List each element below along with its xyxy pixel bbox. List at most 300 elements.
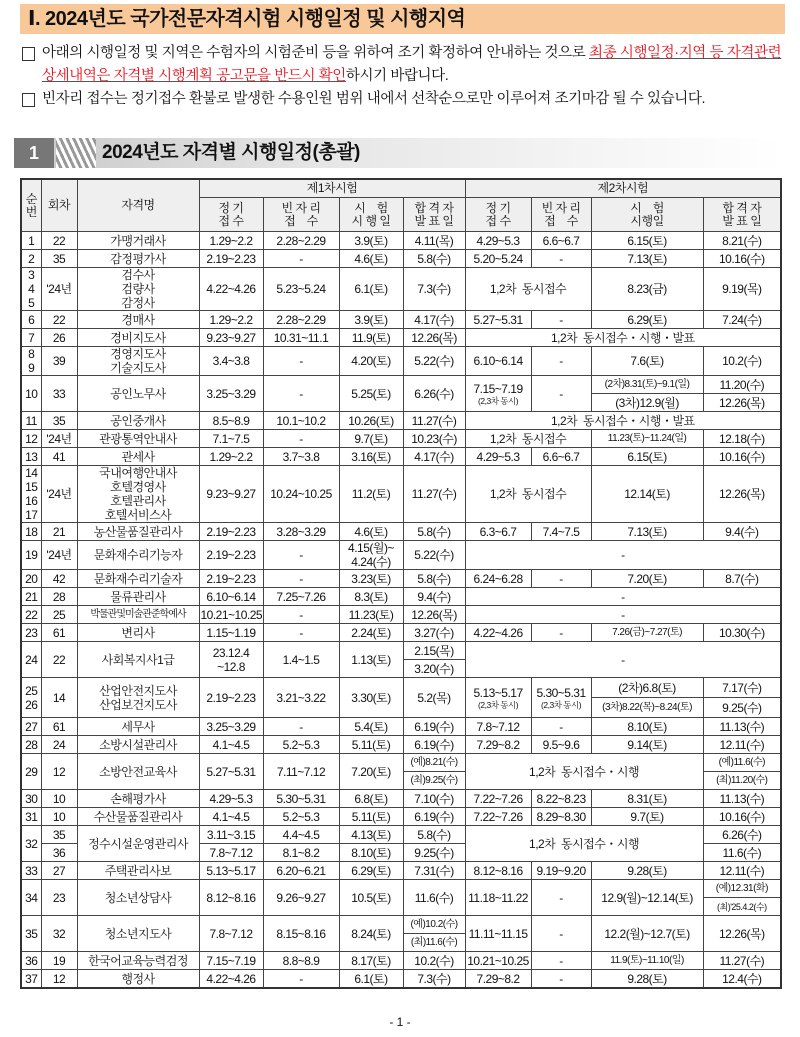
cell-round: '24년 — [41, 268, 77, 311]
cell-reg1: 2.19~2.23 — [199, 678, 263, 718]
cell-reg1: 4.22~4.26 — [199, 970, 263, 989]
table-row — [21, 448, 781, 466]
header-reg: 정 기 접 수 — [199, 198, 263, 232]
table-row — [21, 376, 781, 394]
cell-round: 32 — [41, 916, 77, 952]
cell-reg1: 2.19~2.23 — [199, 523, 263, 541]
cell-result2: 12.26(목) — [703, 466, 781, 523]
notice-item — [20, 42, 790, 88]
cell-vac2: 9.19~9.20 — [531, 862, 591, 880]
cell-name: 문화재수리기술자 — [77, 570, 199, 588]
cell-reg2-merged: 1,2차 동시접수 — [465, 430, 591, 448]
cell-vac1: - — [263, 624, 339, 642]
table-row — [21, 588, 781, 606]
cell-vac1: 5.30~5.31 — [263, 790, 339, 808]
cell-result1: 5.8(수) — [403, 570, 465, 588]
table-row — [21, 970, 781, 989]
cell-name: 문화재수리기능자 — [77, 541, 199, 570]
table-row — [21, 678, 781, 698]
cell-exam1: 8.17(토) — [339, 952, 403, 970]
cell-reg1: 1.15~1.19 — [199, 624, 263, 642]
cell-vac2: - — [531, 570, 591, 588]
cell-exam1: 4.6(토) — [339, 523, 403, 541]
cell-name: 국내여행안내사 호텔경영사 호텔관리사 호텔서비스사 — [77, 466, 199, 523]
cell-vac1: - — [263, 250, 339, 268]
cell-no: 32 — [21, 826, 41, 862]
cell-vac1: - — [263, 970, 339, 989]
cell-vac1: - — [263, 606, 339, 624]
cell-no: 14 15 16 17 — [21, 466, 41, 523]
cell-result2: (최)11.20(수) — [703, 772, 781, 790]
cell-exam1: 10.26(토) — [339, 412, 403, 430]
cell-vac1: 2.28~2.29 — [263, 311, 339, 329]
table-row — [21, 268, 781, 311]
schedule-table — [20, 178, 782, 989]
cell-vac1: - — [263, 570, 339, 588]
cell-vac1: 10.1~10.2 — [263, 412, 339, 430]
cell-reg1: 5.13~5.17 — [199, 862, 263, 880]
cell-name: 손해평가사 — [77, 790, 199, 808]
cell-result1: 10.2(수) — [403, 952, 465, 970]
cell-no: 10 — [21, 376, 41, 412]
notice-text — [42, 42, 790, 88]
reg2-date: 5.13~5.17 — [473, 685, 523, 700]
cell-name: 경영지도사 기술지도사 — [77, 347, 199, 376]
cell-exam1: 5.4(토) — [339, 718, 403, 736]
cell-result1: 7.10(수) — [403, 790, 465, 808]
cell-reg1: 8.12~8.16 — [199, 880, 263, 916]
cell-result1: 7.31(수) — [403, 862, 465, 880]
cell-reg1: 7.1~7.5 — [199, 430, 263, 448]
cell-no: 27 — [21, 718, 41, 736]
table-row — [21, 523, 781, 541]
cell-result1: 11.6(수) — [403, 880, 465, 916]
cell-exam1: 5.11(토) — [339, 736, 403, 754]
cell-reg1: 2.19~2.23 — [199, 250, 263, 268]
cell-round: 61 — [41, 624, 77, 642]
cell-exam2: 6.15(토) — [591, 448, 703, 466]
cell-reg2 — [465, 678, 531, 718]
subsection-header — [14, 138, 784, 168]
cell-result1: (최)11.6(수) — [403, 934, 465, 952]
cell-reg1: 9.23~9.27 — [199, 466, 263, 523]
cell-reg2: 5.27~5.31 — [465, 311, 531, 329]
cell-vac1: 6.20~6.21 — [263, 862, 339, 880]
cell-vac2: 6.6~6.7 — [531, 232, 591, 250]
cell-result2: 9.25(수) — [703, 698, 781, 718]
cell-no: 12 — [21, 430, 41, 448]
cell-reg1: 7.8~7.12 — [199, 844, 263, 862]
cell-exam1: 11.2(토) — [339, 466, 403, 523]
cell-result1: 12.26(목) — [403, 329, 465, 347]
cell-reg1: 23.12.4 ~12.8 — [199, 642, 263, 678]
cell-reg2: 6.3~6.7 — [465, 523, 531, 541]
cell-result2: 7.24(수) — [703, 311, 781, 329]
cell-result1: 11.27(수) — [403, 466, 465, 523]
cell-vac2: - — [531, 250, 591, 268]
table-row — [21, 880, 781, 898]
vac2-date: 5.30~5.31 — [536, 685, 586, 700]
cell-result2: 10.16(수) — [703, 808, 781, 826]
cell-reg1: 5.27~5.31 — [199, 754, 263, 790]
cell-exam2: 7.20(토) — [591, 570, 703, 588]
table-row — [21, 790, 781, 808]
cell-reg2-merged: 1,2차 동시접수 — [465, 466, 591, 523]
cell-round: 35 — [41, 250, 77, 268]
cell-no: 7 — [21, 329, 41, 347]
cell-reg1: 9.23~9.27 — [199, 329, 263, 347]
cell-round: 41 — [41, 448, 77, 466]
cell-reg1: 1.29~2.2 — [199, 448, 263, 466]
cell-round: 42 — [41, 570, 77, 588]
cell-exam2: 11.23(토)~11.24(일) — [591, 430, 703, 448]
cell-result2: 7.17(수) — [703, 678, 781, 698]
cell-name: 산업안전지도사 산업보건지도사 — [77, 678, 199, 718]
cell-second-merged: - — [465, 541, 781, 570]
cell-result2: (예)11.6(수) — [703, 754, 781, 772]
cell-round: 27 — [41, 862, 77, 880]
cell-name: 소방안전교육사 — [77, 754, 199, 790]
cell-reg1: 4.1~4.5 — [199, 808, 263, 826]
cell-exam2: 12.2(월)~12.7(토) — [591, 916, 703, 952]
cell-round: 25 — [41, 606, 77, 624]
cell-name: 청소년지도사 — [77, 916, 199, 952]
cell-reg1: 3.4~3.8 — [199, 347, 263, 376]
cell-exam1: 3.9(토) — [339, 232, 403, 250]
cell-second-merged: 1,2차 동시접수・시행 — [465, 754, 703, 790]
cell-round: 23 — [41, 880, 77, 916]
cell-exam1: 4.13(토) — [339, 826, 403, 844]
cell-exam2: 9.28(토) — [591, 862, 703, 880]
cell-exam1: 3.16(토) — [339, 448, 403, 466]
cell-no: 29 — [21, 754, 41, 790]
cell-reg1: 1.29~2.2 — [199, 311, 263, 329]
cell-vac1: 5.23~5.24 — [263, 268, 339, 311]
cell-no: 34 — [21, 880, 41, 916]
cell-reg2: 10.21~10.25 — [465, 952, 531, 970]
cell-reg1: 7.8~7.12 — [199, 916, 263, 952]
cell-result2: 11.6(수) — [703, 844, 781, 862]
cell-round: 19 — [41, 952, 77, 970]
cell-exam1: 4.15(월)~ 4.24(수) — [339, 541, 403, 570]
cell-reg2: 7.8~7.12 — [465, 718, 531, 736]
cell-result2: 10.30(수) — [703, 624, 781, 642]
cell-no: 33 — [21, 862, 41, 880]
cell-round: 12 — [41, 970, 77, 989]
table-row — [21, 347, 781, 376]
cell-vac2: 9.5~9.6 — [531, 736, 591, 754]
table-row — [21, 466, 781, 523]
cell-vac2: - — [531, 347, 591, 376]
cell-vac2: - — [531, 916, 591, 952]
cell-exam1: 5.25(토) — [339, 376, 403, 412]
cell-round: 22 — [41, 311, 77, 329]
cell-result2: (예)12.31(화) — [703, 880, 781, 898]
cell-exam1: 3.23(토) — [339, 570, 403, 588]
cell-second-merged: 1,2차 동시접수・시행・발표 — [465, 412, 781, 430]
cell-exam1: 9.7(토) — [339, 430, 403, 448]
cell-reg1: 3.11~3.15 — [199, 826, 263, 844]
cell-no: 1 — [21, 232, 41, 250]
cell-vac2: - — [531, 376, 591, 412]
cell-result2: 12.18(수) — [703, 430, 781, 448]
cell-name: 정수시설운영관리사 — [77, 826, 199, 862]
cell-reg2 — [465, 376, 531, 412]
cell-exam1: 1.13(토) — [339, 642, 403, 678]
cell-reg2-merged: 1,2차 동시접수 — [465, 268, 591, 311]
cell-reg1: 1.29~2.2 — [199, 232, 263, 250]
cell-reg1: 4.22~4.26 — [199, 268, 263, 311]
cell-round: 26 — [41, 329, 77, 347]
cell-name: 가맹거래사 — [77, 232, 199, 250]
cell-name: 검수사 검량사 감정사 — [77, 268, 199, 311]
cell-result2: 10.16(수) — [703, 448, 781, 466]
cell-vac2: - — [531, 880, 591, 916]
cell-exam2: (2차)6.8(토) — [591, 678, 703, 698]
cell-reg2: 7.29~8.2 — [465, 970, 531, 989]
cell-reg2: 6.10~6.14 — [465, 347, 531, 376]
cell-exam1: 4.20(토) — [339, 347, 403, 376]
cell-exam2: 9.28(토) — [591, 970, 703, 989]
cell-result2: 11.27(수) — [703, 952, 781, 970]
cell-round: 35 — [41, 826, 77, 844]
cell-name: 관세사 — [77, 448, 199, 466]
cell-result2: 9.4(수) — [703, 523, 781, 541]
cell-name: 세무사 — [77, 718, 199, 736]
header-first-exam: 제1차시험 — [199, 179, 465, 198]
cell-exam1: 3.30(토) — [339, 678, 403, 718]
cell-reg2: 6.24~6.28 — [465, 570, 531, 588]
table-row — [21, 718, 781, 736]
cell-result1: 9.25(수) — [403, 844, 465, 862]
cell-exam2: 12.14(토) — [591, 466, 703, 523]
table-row — [21, 862, 781, 880]
cell-name: 농산물품질관리사 — [77, 523, 199, 541]
cell-reg1: 4.1~4.5 — [199, 736, 263, 754]
cell-result1: 3.27(수) — [403, 624, 465, 642]
cell-result1: 9.4(수) — [403, 588, 465, 606]
cell-result1: 4.17(수) — [403, 448, 465, 466]
cell-result2: 11.13(수) — [703, 790, 781, 808]
cell-reg1: 2.19~2.23 — [199, 570, 263, 588]
notice-highlight: 최종 시행일정·지역 등 자격관련 상세내역은 자격별 시행계획 공고문을 반드시 확인 — [42, 45, 782, 84]
cell-exam2: 11.9(토)~11.10(일) — [591, 952, 703, 970]
cell-vac1: 5.2~5.3 — [263, 736, 339, 754]
cell-name: 박물관및미술관준학예사 — [77, 606, 199, 624]
cell-reg1: 4.29~5.3 — [199, 790, 263, 808]
cell-vac1: 5.2~5.3 — [263, 808, 339, 826]
cell-result1: 6.19(수) — [403, 808, 465, 826]
notice-text-part: 하시기 바랍니다. — [345, 68, 449, 84]
cell-name: 경비지도사 — [77, 329, 199, 347]
cell-round: 10 — [41, 790, 77, 808]
table-row — [21, 311, 781, 329]
cell-no: 22 — [21, 606, 41, 624]
cell-result1: (최)9.25(수) — [403, 772, 465, 790]
cell-vac2 — [531, 678, 591, 718]
cell-exam2: 8.10(토) — [591, 718, 703, 736]
cell-result1: 6.26(수) — [403, 376, 465, 412]
cell-vac1: 8.8~8.9 — [263, 952, 339, 970]
cell-no: 24 — [21, 642, 41, 678]
cell-no: 6 — [21, 311, 41, 329]
cell-exam2: 8.31(토) — [591, 790, 703, 808]
cell-result2: 8.7(수) — [703, 570, 781, 588]
cell-round: 22 — [41, 232, 77, 250]
cell-no: 11 — [21, 412, 41, 430]
cell-vac1: 7.25~7.26 — [263, 588, 339, 606]
page-number: - 1 - — [389, 1015, 411, 1029]
section-title: Ⅰ. 2024년도 국가전문자격시험 시행일정 및 시행지역 — [20, 4, 785, 34]
cell-vac1: 3.7~3.8 — [263, 448, 339, 466]
cell-exam2: (3차)12.9(월) — [591, 394, 703, 412]
cell-exam2: (2차)8.31(토)~9.1(일) — [591, 376, 703, 394]
cell-vac2: 8.22~8.23 — [531, 790, 591, 808]
cell-result1: 6.19(수) — [403, 718, 465, 736]
cell-round: 24 — [41, 736, 77, 754]
cell-name: 경매사 — [77, 311, 199, 329]
cell-no: 37 — [21, 970, 41, 989]
cell-reg2: 7.29~8.2 — [465, 736, 531, 754]
cell-exam2: 7.6(토) — [591, 347, 703, 376]
cell-name: 공인노무사 — [77, 376, 199, 412]
subsection-number: 1 — [14, 138, 54, 168]
cell-exam1: 11.23(토) — [339, 606, 403, 624]
header-round: 회차 — [41, 179, 77, 232]
cell-result1: 4.11(목) — [403, 232, 465, 250]
cell-no: 36 — [21, 952, 41, 970]
cell-no: 13 — [21, 448, 41, 466]
cell-no: 20 — [21, 570, 41, 588]
cell-name: 변리사 — [77, 624, 199, 642]
cell-name: 물류관리사 — [77, 588, 199, 606]
cell-exam2: 6.29(토) — [591, 311, 703, 329]
checkbox-square-icon — [22, 93, 35, 107]
cell-vac1: - — [263, 541, 339, 570]
cell-result1: 7.3(수) — [403, 268, 465, 311]
cell-name: 관광통역안내사 — [77, 430, 199, 448]
cell-vac2: - — [531, 624, 591, 642]
cell-result1: 12.26(목) — [403, 606, 465, 624]
cell-round: 22 — [41, 642, 77, 678]
cell-no: 30 — [21, 790, 41, 808]
cell-second-merged: 1,2차 동시접수・시행 — [465, 826, 703, 862]
cell-vac1: 1.4~1.5 — [263, 642, 339, 678]
cell-second-merged: - — [465, 606, 781, 624]
cell-result1: (예)10.2(수) — [403, 916, 465, 934]
cell-vac2: - — [531, 970, 591, 989]
cell-reg2: 11.11~11.15 — [465, 916, 531, 952]
cell-exam1: 8.3(토) — [339, 588, 403, 606]
cell-vac2: - — [531, 311, 591, 329]
table-row — [21, 250, 781, 268]
cell-name: 주택관리사보 — [77, 862, 199, 880]
cell-result1: (예)8.21(수) — [403, 754, 465, 772]
cell-exam2: 9.7(토) — [591, 808, 703, 826]
cell-no: 21 — [21, 588, 41, 606]
table-row — [21, 329, 781, 347]
cell-vac1: 8.15~8.16 — [263, 916, 339, 952]
cell-result2: 12.26(목) — [703, 916, 781, 952]
table-row — [21, 606, 781, 624]
cell-round: 61 — [41, 718, 77, 736]
notice-list — [20, 42, 790, 111]
cell-exam1: 7.20(토) — [339, 754, 403, 790]
cell-round: 12 — [41, 754, 77, 790]
cell-result2: 12.11(수) — [703, 736, 781, 754]
cell-result2: 9.19(목) — [703, 268, 781, 311]
notice-item — [20, 88, 790, 111]
cell-no: 3 4 5 — [21, 268, 41, 311]
cell-reg2: 4.29~5.3 — [465, 448, 531, 466]
cell-round: '24년 — [41, 430, 77, 448]
cell-result1: 3.20(수) — [403, 660, 465, 678]
table-row — [21, 736, 781, 754]
table-row — [21, 754, 781, 772]
cell-vac2: - — [531, 718, 591, 736]
cell-vac1: 2.28~2.29 — [263, 232, 339, 250]
cell-exam1: 6.1(토) — [339, 268, 403, 311]
notice-text-part: 아래의 시행일정 및 지역은 수험자의 시험준비 등을 위하여 조기 확정하여 안내하는 것으로 — [42, 45, 589, 61]
cell-reg1: 3.25~3.29 — [199, 376, 263, 412]
cell-vac1: - — [263, 376, 339, 412]
cell-no: 31 — [21, 808, 41, 826]
cell-reg1: 8.5~8.9 — [199, 412, 263, 430]
cell-no: 35 — [21, 916, 41, 952]
cell-vac1: 3.28~3.29 — [263, 523, 339, 541]
cell-vac2: 6.6~6.7 — [531, 448, 591, 466]
cell-result2: 12.4(수) — [703, 970, 781, 989]
cell-exam2: 7.26(금)~7.27(토) — [591, 624, 703, 642]
cell-result1: 2.15(목) — [403, 642, 465, 660]
notice-text: 빈자리 접수는 정기접수 환불로 발생한 수용인원 범위 내에서 선착순으로만 이루어져 조기마감 될 수 있습니다. — [42, 91, 706, 107]
header-exam-date: 시 험 시 행 일 — [339, 198, 403, 232]
cell-reg2: 7.22~7.26 — [465, 808, 531, 826]
cell-exam1: 11.9(토) — [339, 329, 403, 347]
checkbox-square-icon — [22, 47, 35, 61]
cell-second-merged: - — [465, 642, 781, 678]
cell-round: 33 — [41, 376, 77, 412]
stripe-decoration — [56, 138, 96, 168]
cell-vac2: - — [531, 952, 591, 970]
cell-exam2: 7.13(토) — [591, 523, 703, 541]
header-no: 순 번 — [21, 179, 41, 232]
cell-reg1: 6.10~6.14 — [199, 588, 263, 606]
cell-vac1: 8.1~8.2 — [263, 844, 339, 862]
cell-no: 23 — [21, 624, 41, 642]
cell-result2: 6.26(수) — [703, 826, 781, 844]
cell-reg2: 4.29~5.3 — [465, 232, 531, 250]
cell-exam1: 6.29(토) — [339, 862, 403, 880]
cell-exam1: 5.11(토) — [339, 808, 403, 826]
cell-exam1: 10.5(토) — [339, 880, 403, 916]
cell-reg2: 7.22~7.26 — [465, 790, 531, 808]
cell-result1: 11.27(수) — [403, 412, 465, 430]
subsection-title: 2024년도 자격별 시행일정(총괄) — [102, 142, 360, 163]
cell-exam2: 8.23(금) — [591, 268, 703, 311]
header-result-date-2: 합 격 자 발 표 일 — [703, 198, 781, 232]
cell-result1: 5.22(수) — [403, 347, 465, 376]
table-row — [21, 541, 781, 570]
cell-name: 수산물품질관리사 — [77, 808, 199, 826]
cell-reg2: 4.22~4.26 — [465, 624, 531, 642]
cell-reg1: 3.25~3.29 — [199, 718, 263, 736]
cell-reg2: 8.12~8.16 — [465, 862, 531, 880]
cell-round: 21 — [41, 523, 77, 541]
cell-vac1: 10.24~10.25 — [263, 466, 339, 523]
cell-no: 8 9 — [21, 347, 41, 376]
cell-exam2: 7.13(토) — [591, 250, 703, 268]
